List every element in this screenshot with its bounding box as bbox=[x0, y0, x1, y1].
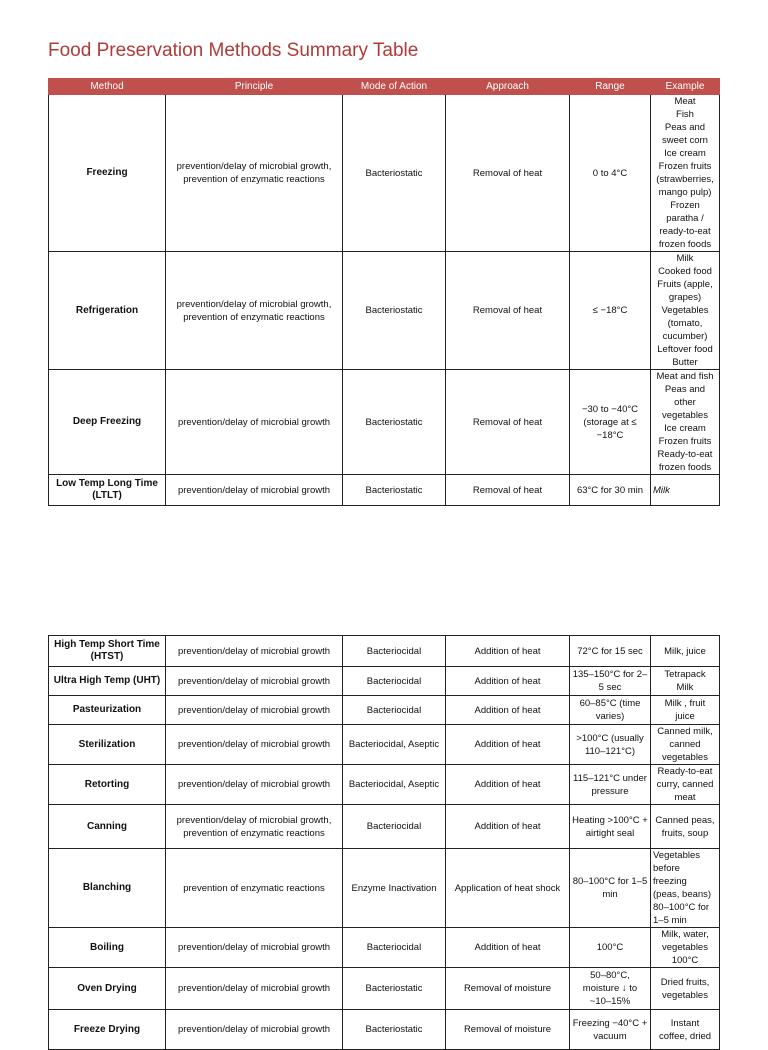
example-line: vegetables bbox=[662, 410, 708, 421]
approach-cell: Removal of heat bbox=[446, 475, 570, 506]
example-line: other bbox=[674, 397, 696, 408]
example-line: 1–5 min bbox=[653, 915, 687, 926]
method-cell: Pasteurization bbox=[49, 696, 166, 725]
example-line: canned bbox=[669, 739, 701, 750]
example-line: Milk bbox=[676, 682, 694, 693]
range-cell: >100°C (usually 110–121°C) bbox=[570, 725, 651, 765]
example-line: Peas and bbox=[664, 384, 706, 395]
example-line: (tomato, bbox=[667, 318, 703, 329]
principle-cell: prevention/delay of microbial growth, prevention of enzymatic reactions bbox=[166, 252, 343, 370]
example-line: Ready-to-eat bbox=[657, 449, 713, 460]
range-cell: 0 to 4°C bbox=[570, 95, 651, 252]
example-line: Ready-to-eat bbox=[657, 766, 713, 777]
approach-cell: Removal of heat bbox=[446, 95, 570, 252]
table-row bbox=[49, 636, 720, 667]
table-row bbox=[49, 968, 720, 1010]
example-cell bbox=[651, 475, 720, 506]
preservation-table-part-1 bbox=[48, 78, 720, 506]
principle-cell: prevention/delay of microbial growth bbox=[166, 1010, 343, 1050]
example-line: vegetables bbox=[662, 989, 708, 1001]
table-row bbox=[49, 1010, 720, 1050]
example-line: Frozen fruits bbox=[658, 436, 712, 447]
table-row bbox=[49, 725, 720, 765]
example-line: Milk , fruit bbox=[664, 698, 706, 709]
principle-cell: prevention/delay of microbial growth bbox=[166, 968, 343, 1010]
range-cell: 63°C for 30 min bbox=[570, 475, 651, 506]
example-line: curry, canned bbox=[656, 779, 714, 790]
header-principle: Principle bbox=[166, 79, 343, 95]
example-line: 80–100°C for bbox=[653, 902, 710, 913]
example-line: vegetables bbox=[662, 942, 708, 953]
example-line: Canned peas, bbox=[655, 814, 715, 826]
method-cell: Freezing bbox=[49, 95, 166, 252]
principle-cell: prevention/delay of microbial growth bbox=[166, 928, 343, 968]
example-cell bbox=[651, 765, 720, 805]
example-line: Cooked food bbox=[658, 266, 712, 277]
mode-of-action-cell: Bacteriostatic bbox=[343, 370, 446, 475]
method-cell: Ultra High Temp (UHT) bbox=[49, 667, 166, 696]
example-line: Frozen fruits bbox=[658, 161, 712, 172]
example-line: Vegetables bbox=[653, 850, 701, 861]
example-cell bbox=[651, 805, 720, 849]
mode-of-action-cell: Bacteriostatic bbox=[343, 968, 446, 1010]
range-cell: 115–121°C under pressure bbox=[570, 765, 651, 805]
mode-of-action-cell: Bacteriocidal bbox=[343, 928, 446, 968]
approach-cell: Removal of moisture bbox=[446, 968, 570, 1010]
principle-cell: prevention/delay of microbial growth bbox=[166, 765, 343, 805]
example-line: Milk, water, bbox=[661, 929, 709, 940]
header-range: Range bbox=[570, 79, 651, 95]
method-cell: Canning bbox=[49, 805, 166, 849]
principle-cell: prevention/delay of microbial growth, prevention of enzymatic reactions bbox=[166, 95, 343, 252]
table-row bbox=[49, 696, 720, 725]
example-line: Ice cream bbox=[664, 148, 706, 159]
method-cell: Oven Drying bbox=[49, 968, 166, 1010]
table-row bbox=[49, 95, 720, 252]
example-line: frozen foods bbox=[658, 239, 712, 250]
example-line: Instant bbox=[670, 1017, 700, 1029]
range-cell: 135–150°C for 2–5 sec bbox=[570, 667, 651, 696]
header-method: Method bbox=[49, 79, 166, 95]
table-row bbox=[49, 928, 720, 968]
example-cell bbox=[651, 1010, 720, 1050]
mode-of-action-cell: Bacteriostatic bbox=[343, 95, 446, 252]
method-cell: High Temp Short Time (HTST) bbox=[49, 636, 166, 667]
mode-of-action-cell: Bacteriocidal bbox=[343, 636, 446, 667]
example-line: juice bbox=[675, 711, 695, 722]
example-line: Butter bbox=[672, 357, 698, 368]
example-line: Canned milk, bbox=[657, 726, 713, 737]
approach-cell: Addition of heat bbox=[446, 725, 570, 765]
example-line: mango pulp) bbox=[658, 187, 712, 198]
example-line: (strawberries, bbox=[656, 174, 714, 185]
example-cell bbox=[651, 95, 720, 252]
example-line: 100°C bbox=[671, 955, 699, 966]
table-row bbox=[49, 805, 720, 849]
example-line: Fruits (apple, bbox=[657, 279, 713, 290]
example-line: grapes) bbox=[668, 292, 702, 303]
example-cell bbox=[651, 968, 720, 1010]
example-line: freezing bbox=[653, 876, 687, 887]
example-line: Dried fruits, bbox=[660, 976, 710, 988]
header-example: Example bbox=[651, 79, 720, 95]
range-cell: Heating >100°C + airtight seal bbox=[570, 805, 651, 849]
example-line: Fish bbox=[676, 109, 694, 120]
example-line: frozen foods bbox=[658, 462, 712, 473]
example-line: Meat and fish bbox=[656, 371, 714, 382]
example-line: before bbox=[653, 863, 680, 874]
example-line: Milk, juice bbox=[664, 645, 706, 657]
example-cell bbox=[651, 849, 720, 928]
example-cell bbox=[651, 370, 720, 475]
approach-cell: Removal of moisture bbox=[446, 1010, 570, 1050]
example-line: Ice cream bbox=[664, 423, 706, 434]
principle-cell: prevention/delay of microbial growth bbox=[166, 725, 343, 765]
principle-cell: prevention/delay of microbial growth bbox=[166, 636, 343, 667]
example-cell bbox=[651, 636, 720, 667]
example-line: sweet corn bbox=[662, 135, 708, 146]
mode-of-action-cell: Bacteriocidal bbox=[343, 805, 446, 849]
table-row bbox=[49, 475, 720, 506]
table-row bbox=[49, 667, 720, 696]
principle-cell: prevention/delay of microbial growth bbox=[166, 696, 343, 725]
approach-cell: Addition of heat bbox=[446, 636, 570, 667]
method-cell: Blanching bbox=[49, 849, 166, 928]
mode-of-action-cell: Bacteriocidal, Aseptic bbox=[343, 725, 446, 765]
example-cell bbox=[651, 667, 720, 696]
mode-of-action-cell: Enzyme Inactivation bbox=[343, 849, 446, 928]
method-cell: Boiling bbox=[49, 928, 166, 968]
mode-of-action-cell: Bacteriocidal, Aseptic bbox=[343, 765, 446, 805]
method-cell: Deep Freezing bbox=[49, 370, 166, 475]
example-cell bbox=[651, 928, 720, 968]
range-cell: 50–80°C, moisture ↓ to ~10–15% bbox=[570, 968, 651, 1010]
example-cell bbox=[651, 252, 720, 370]
approach-cell: Addition of heat bbox=[446, 765, 570, 805]
example-line: Milk bbox=[653, 484, 670, 496]
header-mode-of-action: Mode of Action bbox=[343, 79, 446, 95]
method-cell: Low Temp Long Time (LTLT) bbox=[49, 475, 166, 506]
example-line: Tetrapack bbox=[664, 669, 706, 680]
range-cell: 72°C for 15 sec bbox=[570, 636, 651, 667]
principle-cell: prevention/delay of microbial growth bbox=[166, 667, 343, 696]
header-approach: Approach bbox=[446, 79, 570, 95]
principle-cell: prevention/delay of microbial growth bbox=[166, 370, 343, 475]
approach-cell: Addition of heat bbox=[446, 928, 570, 968]
approach-cell: Addition of heat bbox=[446, 696, 570, 725]
example-line: Vegetables bbox=[661, 305, 709, 316]
example-line: ready-to-eat bbox=[659, 226, 711, 237]
range-cell: 60–85°C (time varies) bbox=[570, 696, 651, 725]
example-line: vegetables bbox=[662, 752, 708, 763]
preservation-table-part-2 bbox=[48, 635, 720, 1050]
example-line: Leftover food bbox=[657, 344, 713, 355]
range-cell: −30 to −40°C (storage at ≤ −18°C bbox=[570, 370, 651, 475]
mode-of-action-cell: Bacteriostatic bbox=[343, 1010, 446, 1050]
table-row bbox=[49, 370, 720, 475]
principle-cell: prevention/delay of microbial growth, prevention of enzymatic reactions bbox=[166, 805, 343, 849]
principle-cell: prevention of enzymatic reactions bbox=[166, 849, 343, 928]
principle-cell: prevention/delay of microbial growth bbox=[166, 475, 343, 506]
example-line: (peas, beans) bbox=[653, 889, 712, 900]
example-line: Frozen bbox=[670, 200, 700, 211]
example-line: cucumber) bbox=[662, 331, 708, 342]
example-line: paratha / bbox=[666, 213, 704, 224]
approach-cell: Addition of heat bbox=[446, 805, 570, 849]
table-row bbox=[49, 765, 720, 805]
mode-of-action-cell: Bacteriocidal bbox=[343, 696, 446, 725]
range-cell: 100°C bbox=[570, 928, 651, 968]
example-line: Peas and bbox=[664, 122, 706, 133]
example-line: meat bbox=[674, 792, 696, 803]
mode-of-action-cell: Bacteriocidal bbox=[343, 667, 446, 696]
table-row bbox=[49, 849, 720, 928]
method-cell: Refrigeration bbox=[49, 252, 166, 370]
method-cell: Retorting bbox=[49, 765, 166, 805]
example-line: Milk bbox=[676, 253, 694, 264]
approach-cell: Removal of heat bbox=[446, 370, 570, 475]
example-line: fruits, soup bbox=[661, 827, 709, 839]
approach-cell: Application of heat shock bbox=[446, 849, 570, 928]
example-cell bbox=[651, 725, 720, 765]
approach-cell: Removal of heat bbox=[446, 252, 570, 370]
range-cell: ≤ −18°C bbox=[570, 252, 651, 370]
mode-of-action-cell: Bacteriostatic bbox=[343, 475, 446, 506]
method-cell: Sterilization bbox=[49, 725, 166, 765]
range-cell: Freezing −40°C + vacuum bbox=[570, 1010, 651, 1050]
range-cell: 80–100°C for 1–5 min bbox=[570, 849, 651, 928]
method-cell: Freeze Drying bbox=[49, 1010, 166, 1050]
table-row bbox=[49, 252, 720, 370]
example-cell bbox=[651, 696, 720, 725]
example-line: Meat bbox=[674, 96, 696, 107]
example-line: coffee, dried bbox=[658, 1030, 712, 1042]
table-header-row bbox=[49, 79, 720, 95]
mode-of-action-cell: Bacteriostatic bbox=[343, 252, 446, 370]
page-title: Food Preservation Methods Summary Table bbox=[48, 40, 419, 61]
approach-cell: Addition of heat bbox=[446, 667, 570, 696]
